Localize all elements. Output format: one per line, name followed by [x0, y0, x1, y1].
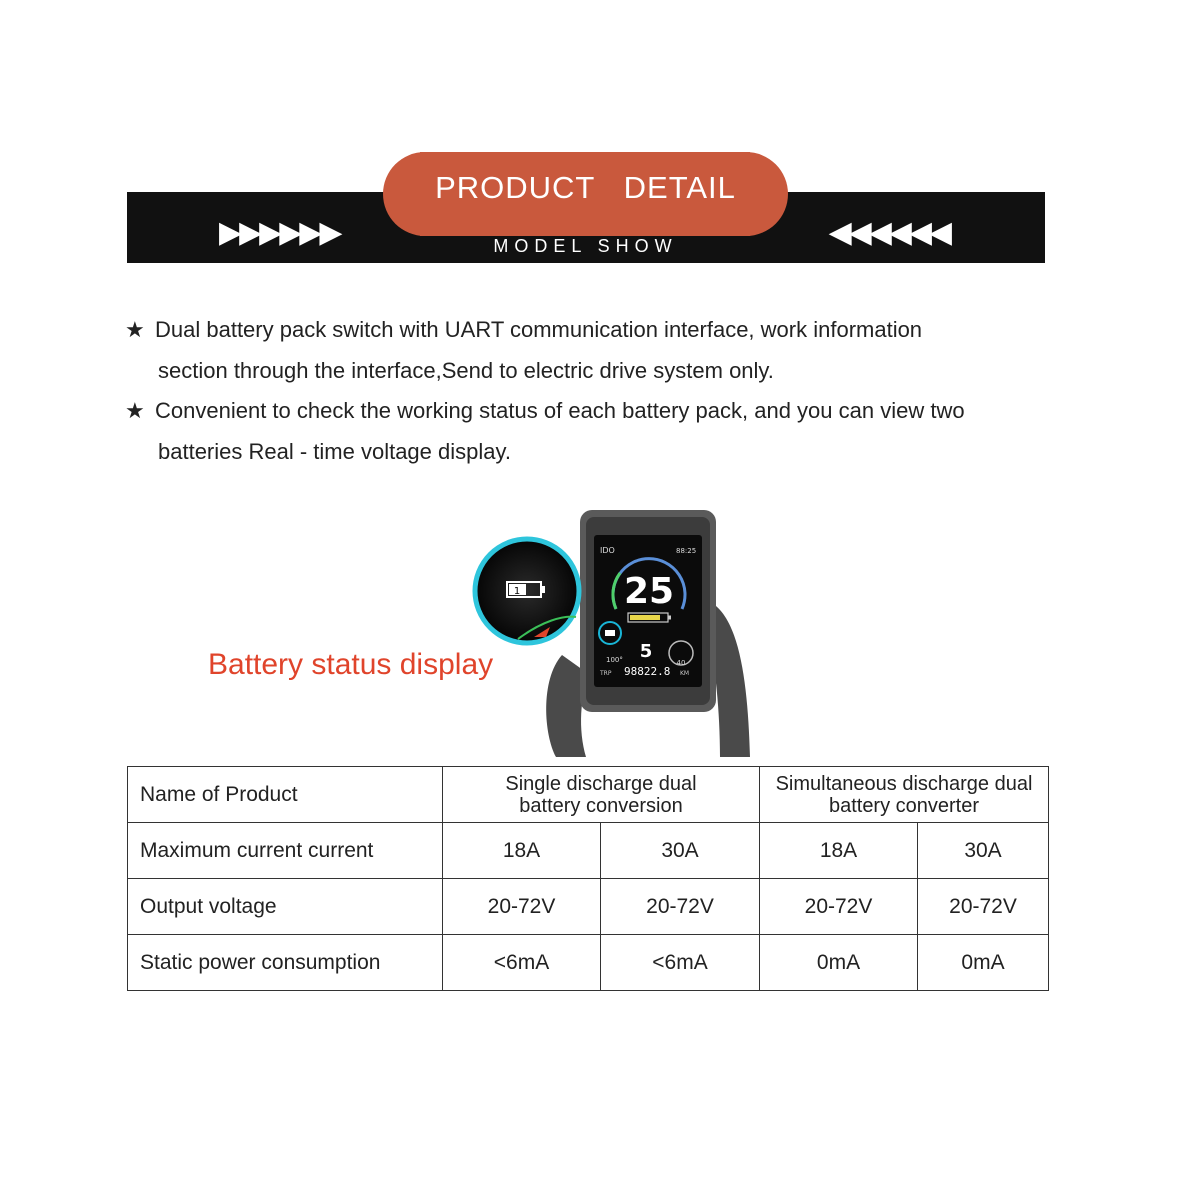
screen-trip-label: TRP: [600, 670, 612, 677]
table-cell: 30A: [918, 823, 1049, 879]
group-b-text: Simultaneous discharge dual battery converter: [775, 772, 1033, 817]
spec-table: [127, 766, 1049, 991]
description-text: Convenient to check the working status of each battery pack, and you can view two: [155, 398, 965, 423]
description-item: [125, 390, 965, 472]
row-label: Maximum current current: [128, 823, 443, 879]
banner-title: PRODUCT DETAIL: [435, 170, 736, 205]
table-cell: <6mA: [601, 935, 760, 991]
table-cell: 0mA: [918, 935, 1049, 991]
description-text: Dual battery pack switch with UART communication interface, work information: [155, 317, 923, 342]
table-cell: 18A: [760, 823, 918, 879]
description-line: [125, 390, 965, 431]
screen-gauge-text: 40: [676, 659, 686, 667]
description-item: [125, 309, 922, 391]
screen-temp-text: 100°: [606, 656, 623, 664]
row-label: Output voltage: [128, 879, 443, 935]
table-cell: 20-72V: [760, 879, 918, 935]
description-text: section through the interface,Send to electric drive system only.: [158, 358, 774, 383]
table-group-header: [443, 767, 760, 823]
display-device: [470, 505, 770, 763]
group-a-text: Single discharge dual battery conversion: [505, 772, 697, 817]
zoom-battery-index: 1: [513, 586, 521, 597]
banner-subtitle: MODEL SHOW: [493, 236, 678, 256]
screen-odometer-text: 98822.8: [624, 665, 671, 678]
star-icon: ★: [125, 398, 145, 423]
table-row: [128, 935, 1049, 991]
screen-top-left-text: IDO: [600, 546, 615, 555]
screen-speed-text: 25: [623, 571, 675, 612]
table-row: [128, 823, 1049, 879]
description-text: batteries Real - time voltage display.: [158, 439, 511, 464]
description-line: [125, 309, 922, 350]
right-arrows-icon: ▶▶▶▶▶▶: [219, 216, 340, 249]
table-cell: 0mA: [760, 935, 918, 991]
left-arrows-icon: ◀◀◀◀◀◀: [828, 216, 949, 249]
screen-assist-text: 5: [639, 641, 653, 662]
table-cell: 20-72V: [443, 879, 601, 935]
row-label: Static power consumption: [128, 935, 443, 991]
table-cell: 20-72V: [601, 879, 760, 935]
table-cell: 20-72V: [918, 879, 1049, 935]
screen-clock-text: 88:25: [676, 547, 697, 555]
display-device-illustration: [470, 505, 770, 763]
table-cell: 18A: [443, 823, 601, 879]
screen-unit-text: KM: [680, 670, 690, 677]
table-row: [128, 879, 1049, 935]
table-cell: 30A: [601, 823, 760, 879]
star-icon: ★: [125, 317, 145, 342]
table-group-header: [760, 767, 1049, 823]
table-row: [128, 767, 1049, 823]
table-cell: <6mA: [443, 935, 601, 991]
table-header-label: Name of Product: [128, 767, 443, 823]
battery-status-callout: Battery status display: [208, 648, 494, 681]
